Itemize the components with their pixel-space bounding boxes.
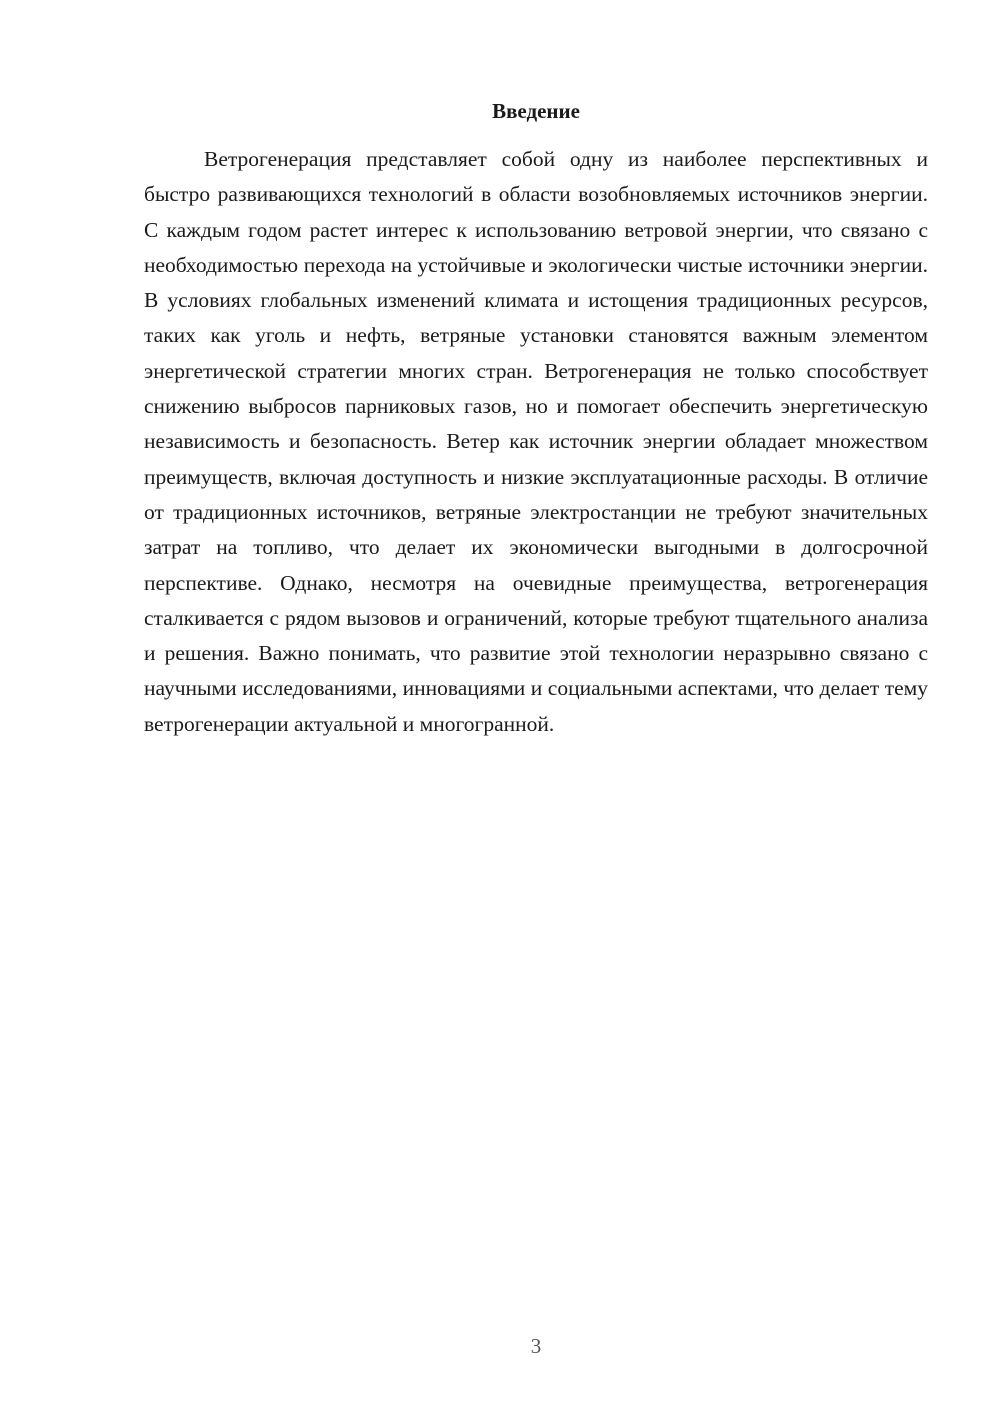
section-heading: Введение xyxy=(492,99,580,123)
page-number: 3 xyxy=(530,1334,542,1358)
body-paragraph: Ветрогенерация представляет собой одну из наиболее перспективных и быстро развивающихся технологий в области возобновляемых источников энергии. С каждым годом растет интерес к использованию ветровой энергии, что связано с необходимостью перехода на устойчивые и экологически чистые источники энергии. В условиях глобальных изменений климата и истощения традиционных ресурсов, таких как уголь и нефть, ветряные установки становятся важным элементом энергетической стратегии многих стран. Ветрогенерация не только способствует снижению выбросов парниковых газов, но и помогает обеспечить энергетическую независимость и безопасность. Ветер как источник энергии обладает множеством преимуществ, включая доступность и низкие эксплуатационные расходы. В отличие от традиционных источников, ветряные электростанции не требуют значительных затрат на топливо, что делает их экономически выгодными в долгосрочной перспективе. Однако, несмотря на очевидные преимущества, ветрогенерация сталкивается с рядом вызовов и ограничений, которые требуют тщательного анализа и решения. Важно понимать, что развитие этой технологии неразрывно связано с научными исследованиями, инновациями и социальными аспектами, что делает тему ветрогенерации актуальной и многогранной. xyxy=(144,147,928,736)
